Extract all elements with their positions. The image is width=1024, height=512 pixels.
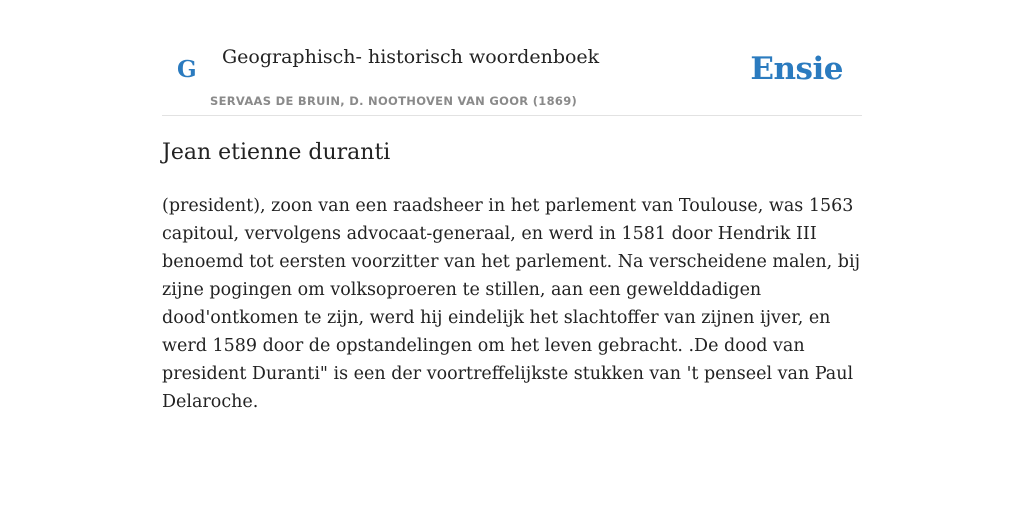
book-authors: SERVAAS DE BRUIN, D. NOOTHOVEN VAN GOOR (1869) <box>210 94 578 108</box>
book-title-link[interactable]: Geographisch- historisch woordenboek <box>222 46 600 68</box>
entry-title: Jean etienne duranti <box>162 140 391 165</box>
book-letter-icon[interactable]: G <box>177 56 197 83</box>
book-header <box>162 40 862 116</box>
entry-body: (president), zoon van een raadsheer in het parlement van Toulouse, was 1563 capitoul, vervolgens advocaat-generaal, en werd in 1581 door Hendrik III benoemd tot eersten voorzitter van het parlement. Na verscheidene malen, bij zijne pogingen om volksoproeren te stillen, aan een gewelddadigen dood'ontkomen te zijn, werd hij eindelijk het slachtoffer van zijnen ijver, en werd 1589 door de opstandelingen om het leven gebracht. .De dood van president Duranti" is een der voortreffelijkste stukken van 't penseel van Paul Delaroche. <box>162 196 861 412</box>
ensie-logo-link[interactable]: Ensie <box>750 51 843 87</box>
